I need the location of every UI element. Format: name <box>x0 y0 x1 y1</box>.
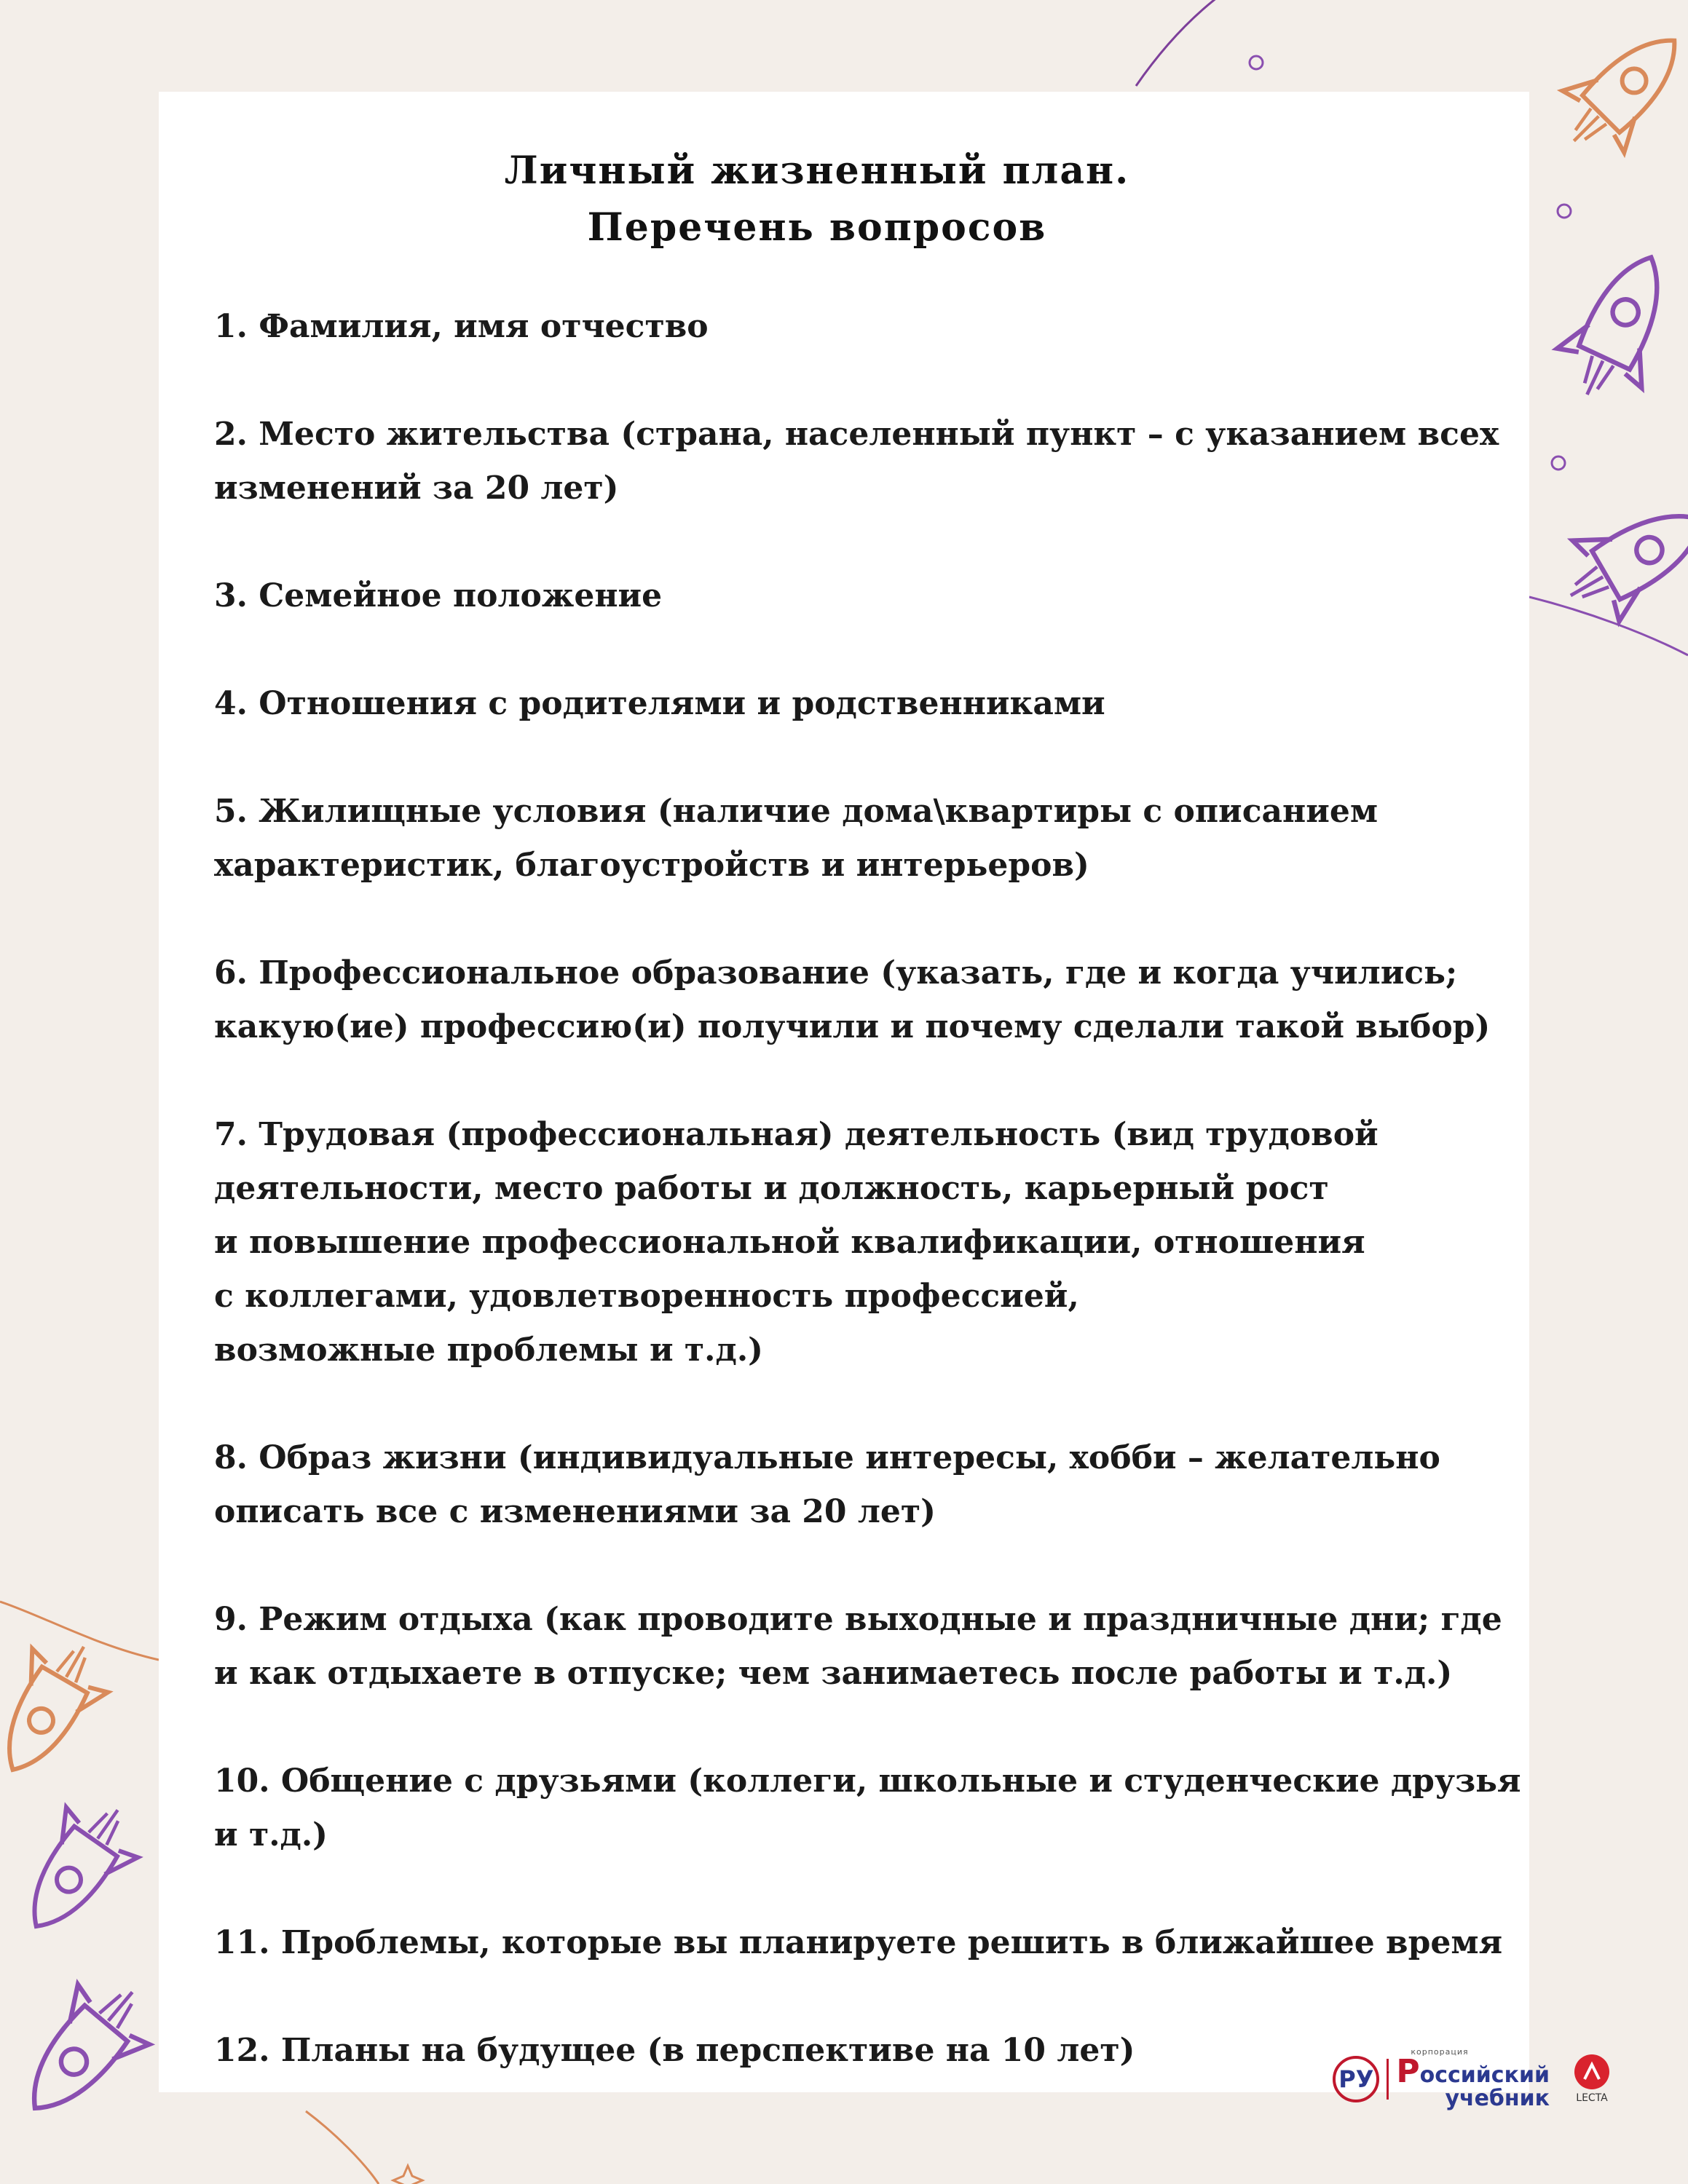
ru-logo-line1 <box>1396 2053 1550 2090</box>
lecta-logo <box>1574 2054 1609 2104</box>
logo-divider <box>1387 2059 1389 2100</box>
question-line: какую(ие) профессию(и) получили и почему сделали такой выбор) <box>214 1008 1491 1045</box>
ru-logo-initial: Р <box>1396 2053 1420 2090</box>
page-title <box>214 143 1420 256</box>
question-line: 9. Режим отдыха (как проводите выходные и праздничные дни; где <box>214 1601 1502 1638</box>
question-line: 5. Жилищные условия (наличие дома\квартиры с описанием <box>214 793 1379 830</box>
question-line: 11. Проблемы, которые вы планируете решить в ближайшее время <box>214 1924 1503 1961</box>
question-item <box>214 1593 1502 1701</box>
title-line: Перечень вопросов <box>587 205 1047 250</box>
question-item <box>214 677 1420 731</box>
question-line: деятельности, место работы и должность, карьерный рост <box>214 1170 1329 1207</box>
question-item <box>214 1108 1420 1377</box>
question-item <box>214 300 1420 354</box>
question-item <box>214 785 1420 893</box>
question-line: 4. Отношения с родителями и родственниками <box>214 685 1105 722</box>
question-line: с коллегами, удовлетворенность профессией, <box>214 1278 1079 1315</box>
question-line: 10. Общение с друзьями (коллеги, школьные и студенческие друзья <box>214 1762 1521 1800</box>
question-line: 3. Семейное положение <box>214 577 663 614</box>
ru-logo-small: корпорация <box>1411 2047 1469 2057</box>
question-line: 7. Трудовая (профессиональная) деятельность (вид трудовой <box>214 1116 1379 1153</box>
question-line: и т.д.) <box>214 1816 328 1853</box>
question-line: и как отдыхаете в отпуске; чем занимаетесь после работы и т.д.) <box>214 1655 1453 1692</box>
question-item <box>214 1431 1440 1539</box>
question-line: и повышение профессиональной квалификации, отношения <box>214 1224 1365 1261</box>
ru-logo-mark <box>1333 2056 1379 2102</box>
lecta-a-icon <box>1581 2061 1603 2083</box>
publisher-logos <box>1333 2048 1609 2110</box>
question-line: 8. Образ жизни (индивидуальные интересы, хобби – желательно <box>214 1439 1440 1476</box>
document-card <box>159 92 1608 2111</box>
question-item <box>214 408 1499 515</box>
question-line: описать все с изменениями за 20 лет) <box>214 1493 936 1530</box>
question-item <box>214 2024 1420 2078</box>
question-item <box>214 569 1420 623</box>
ru-logo-word: оссийский <box>1419 2062 1550 2088</box>
question-line: 1. Фамилия, имя отчество <box>214 308 709 345</box>
question-line: характеристик, благоустройств и интерьеров) <box>214 847 1089 884</box>
question-line: 12. Планы на будущее (в перспективе на 10 лет) <box>214 2032 1135 2069</box>
ru-logo-text <box>1396 2048 1550 2110</box>
question-item <box>214 1916 1503 1970</box>
lecta-logo-text: LECTA <box>1576 2092 1608 2104</box>
lecta-logo-mark <box>1574 2054 1609 2089</box>
question-line: 2. Место жительства (страна, населенный пункт – с указанием всех <box>214 416 1499 453</box>
ru-logo-letters: РУ <box>1338 2065 1374 2093</box>
question-line: 6. Профессиональное образование (указать, где и когда учились; <box>214 954 1458 992</box>
title-line: Личный жизненный план. <box>504 149 1130 193</box>
question-line: изменений за 20 лет) <box>214 470 619 507</box>
ru-logo-line2: учебник <box>1445 2086 1550 2111</box>
question-item <box>214 946 1491 1054</box>
question-line: возможные проблемы и т.д.) <box>214 1332 763 1369</box>
question-item <box>214 1754 1521 1862</box>
